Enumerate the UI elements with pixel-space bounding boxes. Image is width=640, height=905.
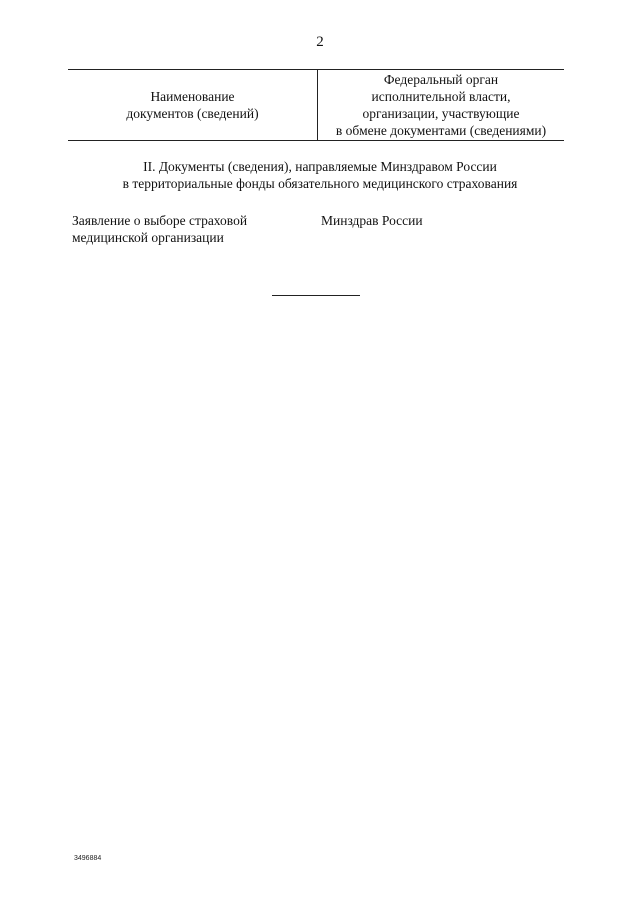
end-divider [272,295,360,296]
table-row-document [72,212,302,246]
document-code: 3496884 [74,855,102,862]
header-authority-line: исполнительной власти, [371,89,511,104]
table-row-organization: Минздрав России [321,213,423,228]
header-documents-line: документов (сведений) [126,106,259,121]
section-title [0,158,640,192]
table-header [68,69,564,141]
header-authority-line: организации, участвующие [362,106,520,121]
header-authority-line: в обмене документами (сведениями) [335,123,547,138]
section-title-line: II. Документы (сведения), направляемые Минздравом России [143,159,497,174]
header-documents-line: Наименование [150,89,235,104]
document-name-line: Заявление о выборе страховой [72,213,248,228]
header-cell-authority [318,70,564,140]
header-authority-line: Федеральный орган [383,72,499,87]
section-title-line: в территориальные фонды обязательного медицинского страхования [122,176,518,191]
document-name-line: медицинской организации [72,230,224,245]
header-cell-documents [68,70,318,140]
page-number: 2 [316,34,324,50]
